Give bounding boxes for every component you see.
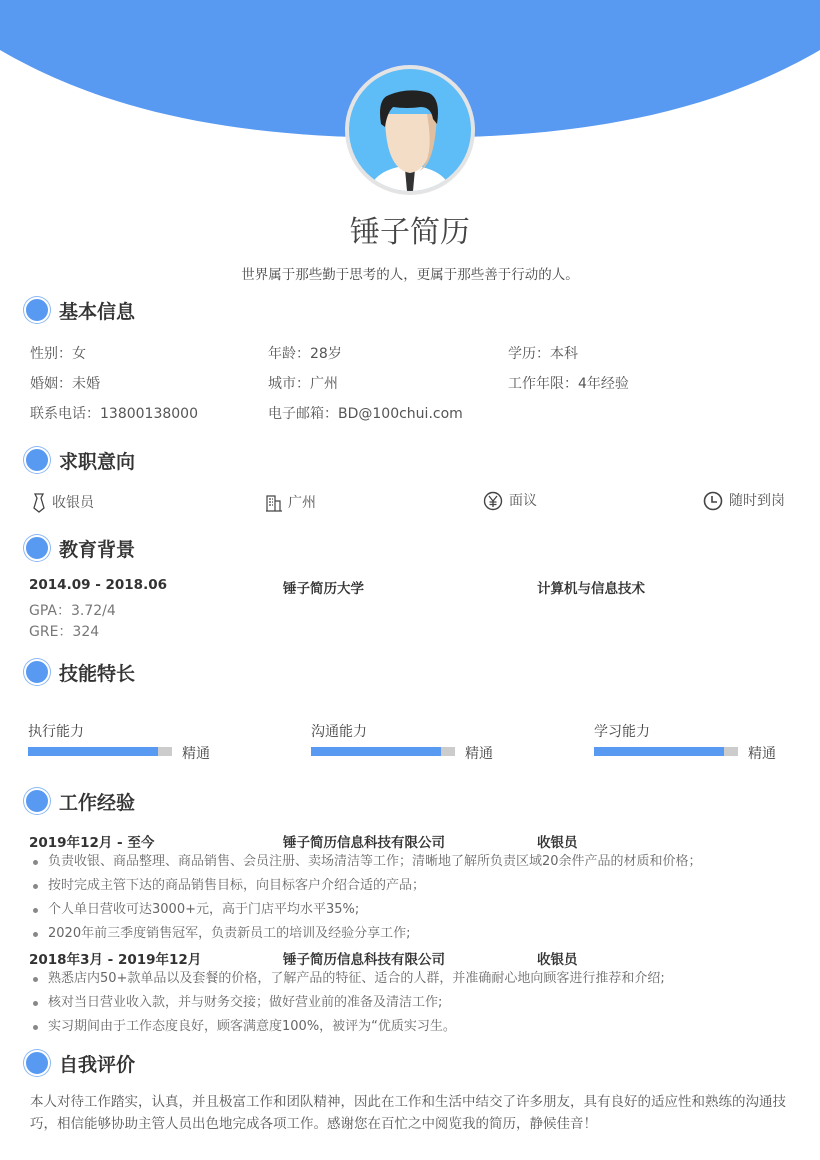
work-role: 收银员 bbox=[537, 952, 578, 968]
skill-progress-bar bbox=[28, 747, 172, 756]
list-item: 按时完成主管下达的商品销售目标，向目标客户介绍合适的产品； bbox=[30, 874, 790, 898]
basic-email: 电子邮箱：BD@100chui.com bbox=[268, 406, 463, 422]
list-item: 核对当日营业收入款，并与财务交接；做好营业前的准备及清洁工作; bbox=[30, 991, 790, 1015]
intent-position bbox=[32, 492, 94, 513]
basic-age: 年龄：28岁 bbox=[268, 346, 342, 362]
basic-phone: 联系电话：13800138000 bbox=[30, 406, 198, 422]
edu-gre: GRE：324 bbox=[29, 624, 100, 640]
work-period: 2018年3月 - 2019年12月 bbox=[29, 952, 202, 968]
intent-city bbox=[266, 492, 316, 512]
list-item: 实习期间由于工作态度良好，顾客满意度100%，被评为“优质实习生。 bbox=[30, 1015, 790, 1039]
work-role: 收银员 bbox=[537, 835, 578, 851]
tie-icon bbox=[32, 493, 46, 513]
section-title: 求职意向 bbox=[59, 450, 136, 473]
skill-progress-fill bbox=[594, 747, 724, 756]
skill-progress-fill bbox=[28, 747, 158, 756]
skill-progress-bar bbox=[311, 747, 455, 756]
basic-city: 城市：广州 bbox=[268, 376, 338, 392]
work-duties bbox=[30, 967, 790, 1039]
skill-name: 执行能力 bbox=[28, 724, 84, 740]
list-item: 熟悉店内50+款单品以及套餐的价格，了解产品的特征、适合的人群，并准确耐心地向顾客进行推荐和介绍; bbox=[30, 967, 790, 991]
list-item: 负责收银、商品整理、商品销售、会员注册、卖场清洁等工作；清晰地了解所负责区域20余件产品的材质和价格； bbox=[30, 850, 790, 874]
building-icon bbox=[266, 494, 282, 512]
clock-icon bbox=[703, 491, 723, 511]
section-title: 技能特长 bbox=[59, 662, 136, 685]
section-work bbox=[24, 786, 135, 816]
section-dot-icon bbox=[24, 535, 50, 561]
yen-icon bbox=[483, 491, 503, 511]
avatar bbox=[345, 65, 475, 195]
list-item: 2020年前三季度销售冠军，负责新员工的培训及经验分享工作; bbox=[30, 922, 790, 946]
skill-level: 精通 bbox=[465, 746, 493, 762]
section-self-evaluation bbox=[24, 1048, 135, 1078]
skill-progress-bar bbox=[594, 747, 738, 756]
intent-label: 收银员 bbox=[52, 495, 94, 511]
intent-label: 随时到岗 bbox=[729, 493, 785, 509]
edu-gpa: GPA：3.72/4 bbox=[29, 603, 116, 619]
skill-name: 学习能力 bbox=[594, 724, 650, 740]
section-dot-icon bbox=[24, 788, 50, 814]
section-skills bbox=[24, 657, 135, 687]
intent-salary bbox=[483, 490, 537, 511]
section-dot-icon bbox=[24, 447, 50, 473]
intent-availability bbox=[703, 490, 785, 511]
skill-name: 沟通能力 bbox=[311, 724, 367, 740]
section-job-intent bbox=[24, 445, 135, 475]
intent-label: 面议 bbox=[509, 493, 537, 509]
skill-level: 精通 bbox=[748, 746, 776, 762]
intent-label: 广州 bbox=[288, 495, 316, 511]
section-dot-icon bbox=[24, 297, 50, 323]
section-title: 工作经验 bbox=[59, 791, 136, 814]
section-dot-icon bbox=[24, 659, 50, 685]
section-dot-icon bbox=[24, 1050, 50, 1076]
basic-gender: 性别：女 bbox=[30, 346, 86, 362]
work-duties bbox=[30, 850, 790, 946]
section-title: 自我评价 bbox=[59, 1053, 136, 1076]
section-title: 教育背景 bbox=[59, 538, 136, 561]
edu-major: 计算机与信息技术 bbox=[537, 581, 645, 597]
list-item: 个人单日营收可达3000+元，高于门店平均水平35%; bbox=[30, 898, 790, 922]
motto: 世界属于那些勤于思考的人，更属于那些善于行动的人。 bbox=[241, 267, 579, 283]
section-title: 基本信息 bbox=[59, 300, 136, 323]
edu-period: 2014.09 - 2018.06 bbox=[29, 577, 167, 593]
work-period: 2019年12月 - 至今 bbox=[29, 835, 155, 851]
basic-experience: 工作年限：4年经验 bbox=[508, 376, 629, 392]
self-evaluation-text: 本人对待工作踏实，认真，并且极富工作和团队精神，因此在工作和生活中结交了许多朋友，具有良好的适应性和熟练的沟通技巧，相信能够协助主管人员出色地完成各项工作。感谢您在百忙之中阅览我的简历，静候佳音！ bbox=[30, 1094, 786, 1132]
basic-marital: 婚姻：未婚 bbox=[30, 376, 100, 392]
skill-level: 精通 bbox=[182, 746, 210, 762]
section-basic-info bbox=[24, 295, 135, 325]
edu-school: 锤子简历大学 bbox=[283, 581, 364, 597]
section-education bbox=[24, 533, 135, 563]
work-company: 锤子简历信息科技有限公司 bbox=[283, 952, 445, 968]
work-company: 锤子简历信息科技有限公司 bbox=[283, 835, 445, 851]
resume-name: 锤子简历 bbox=[350, 215, 470, 250]
skill-progress-fill bbox=[311, 747, 441, 756]
basic-degree: 学历：本科 bbox=[508, 346, 578, 362]
